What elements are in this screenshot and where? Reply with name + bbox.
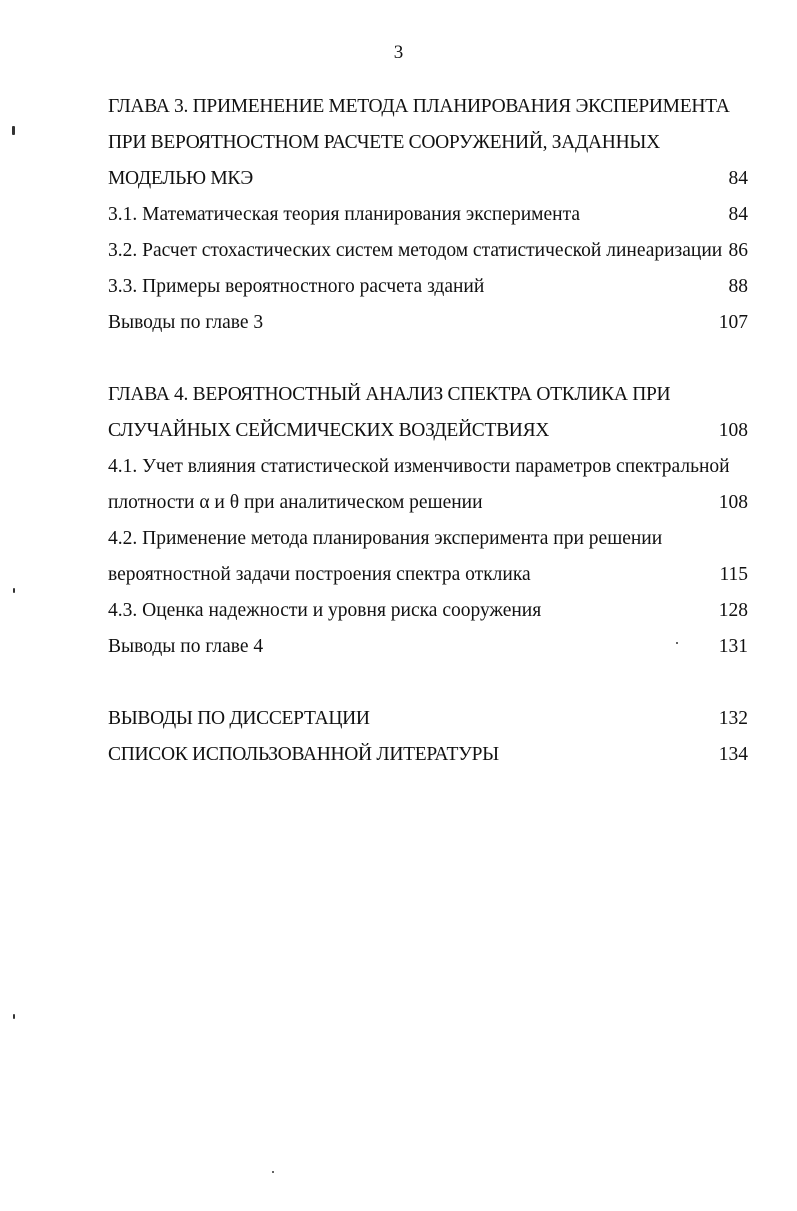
scan-mark [272, 1171, 274, 1173]
toc-entry-page: 134 [718, 744, 748, 765]
toc-entry-page: 108 [718, 492, 748, 513]
document-page: 3 ГЛАВА 3. ПРИМЕНЕНИЕ МЕТОДА ПЛАНИРОВАНИЯ ЭКСПЕРИМЕНТА ПРИ ВЕРОЯТНОСТНОМ РАСЧЕТЕ СООРУЖЕНИЙ, ЗАДАННЫХ МОДЕЛЬЮ МКЭ 84 3.1. Математическая теория планирования эксперимента 84 3.2. Расчет стохастических систем методом статистической линеаризации 86 3.3. Примеры вероятностного расчета зданий 88 Выводы по главе 3 107 ГЛАВА 4. ВЕРОЯТНОСТНЫЙ АНАЛИЗ СПЕКТРА ОТКЛИКА ПРИ СЛУЧАЙНЫХ СЕЙСМИЧЕСКИХ ВОЗДЕЙСТВИЯХ 108 4.1. Учет влияния статистической изменчивости параметров спектральной плотности α и θ при аналитическом решении 108 4.2. Применение метода планирования эксперимента при решении вероятностной задачи построения спектра отклика 115 4.3. Оценка надежности и уровня риска сооружения 128 Выводы по главе 4 131 ВЫВОДЫ ПО ДИССЕРТАЦИИ 132 СПИСОК ИСПОЛЬЗОВАННОЙ ЛИТЕРАТУРЫ 134 [0, 0, 797, 1211]
toc-entry-page: 131 [718, 636, 748, 657]
toc-entry-page: 132 [718, 708, 748, 729]
toc-entry-page: 107 [718, 312, 748, 333]
toc-entry-page: 115 [719, 564, 748, 585]
page-number: 3 [393, 42, 404, 63]
chapter3-page: 84 [728, 168, 748, 189]
toc-entry-page: 128 [718, 600, 748, 621]
scan-mark [13, 588, 15, 593]
chapter4-page: 108 [718, 420, 748, 441]
toc-entry-page: 84 [728, 204, 748, 225]
toc-entry-page: 88 [728, 276, 748, 297]
scan-mark [13, 1014, 15, 1019]
scan-mark [676, 642, 678, 644]
scan-mark [12, 126, 15, 135]
toc-entry-page: 86 [728, 240, 748, 261]
